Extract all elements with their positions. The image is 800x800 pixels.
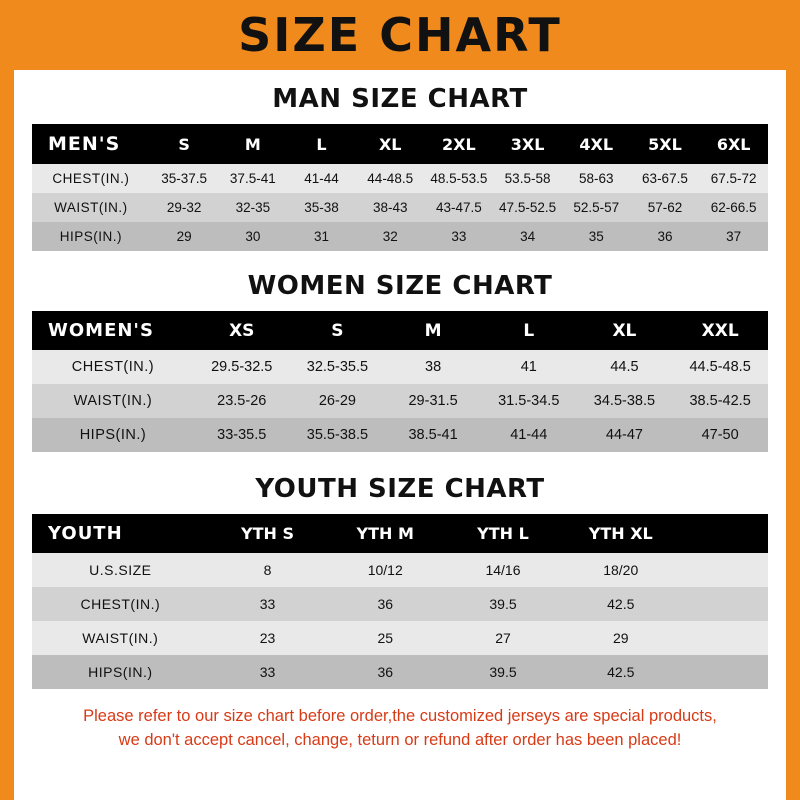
cell: 43-47.5 — [435, 200, 482, 215]
cell: 57-62 — [647, 200, 683, 215]
cell: 67.5-72 — [710, 171, 757, 186]
cell: 23 — [259, 630, 276, 646]
header-size: 3XL — [510, 134, 545, 154]
cell: 41 — [520, 359, 537, 375]
table-header-row — [32, 124, 768, 164]
row-label: HIPS(IN.) — [88, 664, 153, 680]
cell: 39.5 — [489, 664, 517, 680]
cell: 31 — [314, 229, 330, 244]
cell: 30 — [245, 229, 261, 244]
cell: 27 — [495, 630, 511, 646]
header-size: M — [424, 320, 442, 341]
table-row — [32, 193, 768, 222]
header-size: 5XL — [648, 134, 682, 154]
row-label: U.S.SIZE — [89, 562, 152, 578]
cell: 36 — [377, 596, 394, 612]
header-size: YTH S — [241, 524, 294, 543]
section-title-man: MAN SIZE CHART — [272, 84, 528, 114]
table-youth — [32, 514, 768, 689]
cell: 26-29 — [318, 393, 356, 409]
header-size: YTH XL — [588, 524, 653, 543]
chart-content — [14, 84, 786, 753]
cell: 25 — [377, 630, 394, 646]
cell: 35 — [588, 229, 604, 244]
section-title-women: WOMEN SIZE CHART — [247, 271, 553, 301]
cell: 34.5-38.5 — [593, 393, 656, 409]
cell: 34 — [520, 229, 536, 244]
cell: 33 — [259, 596, 276, 612]
cell: 58-63 — [579, 171, 614, 186]
section-title-youth: YOUTH SIZE CHART — [255, 474, 545, 504]
cell: 32 — [382, 229, 398, 244]
header-size: YTH L — [477, 524, 529, 543]
cell: 38.5-41 — [408, 427, 458, 443]
cell: 33-35.5 — [217, 427, 267, 443]
page-title: SIZE CHART — [238, 8, 562, 62]
header-size: 6XL — [716, 134, 751, 154]
cell: 42.5 — [607, 664, 635, 680]
header-size: L — [316, 134, 327, 154]
cell: 35-37.5 — [161, 171, 208, 186]
cell: 31.5-34.5 — [498, 393, 560, 409]
cell: 32-35 — [235, 200, 271, 215]
cell: 39.5 — [489, 596, 517, 612]
header-size: M — [244, 134, 261, 154]
table-row — [32, 164, 768, 193]
section-man — [32, 84, 768, 251]
header-size: XL — [378, 134, 402, 154]
header-size: 4XL — [579, 134, 614, 154]
row-label: CHEST(IN.) — [71, 359, 155, 375]
table-row — [32, 222, 768, 251]
cell: 10/12 — [367, 562, 403, 578]
cell: 38-43 — [372, 200, 408, 215]
cell: 36 — [657, 229, 673, 244]
header-size: L — [523, 320, 535, 341]
row-label: WAIST(IN.) — [82, 630, 159, 646]
table-man — [32, 124, 768, 251]
cell: 36 — [377, 664, 394, 680]
header-size: XL — [612, 320, 637, 341]
header-label: YOUTH — [48, 523, 123, 544]
row-label: CHEST(IN.) — [80, 596, 161, 612]
cell: 42.5 — [607, 596, 635, 612]
cell: 37 — [726, 229, 742, 244]
cell: 44.5-48.5 — [689, 359, 751, 375]
cell: 41-44 — [304, 171, 339, 186]
cell-spacer — [680, 621, 768, 655]
cell: 44-47 — [605, 427, 643, 443]
table-row — [32, 384, 768, 418]
cell: 44-48.5 — [367, 171, 414, 186]
table-row — [32, 553, 768, 587]
header-label: WOMEN'S — [48, 320, 154, 341]
cell: 29-31.5 — [408, 393, 458, 409]
row-label: HIPS(IN.) — [79, 427, 147, 443]
section-youth — [32, 474, 768, 689]
cell: 29 — [176, 229, 192, 244]
row-label: WAIST(IN.) — [54, 200, 128, 215]
table-row — [32, 418, 768, 452]
table-row — [32, 621, 768, 655]
header-size: XXL — [701, 320, 739, 341]
cell-spacer — [680, 553, 768, 587]
cell: 53.5-58 — [504, 171, 551, 186]
cell: 18/20 — [603, 562, 639, 578]
cell: 52.5-57 — [573, 200, 620, 215]
cell: 29.5-32.5 — [211, 359, 273, 375]
header-size: 2XL — [442, 134, 476, 154]
cell: 33 — [259, 664, 276, 680]
cell: 47-50 — [701, 427, 739, 443]
table-row — [32, 350, 768, 384]
row-label: HIPS(IN.) — [59, 229, 123, 244]
cell: 63-67.5 — [642, 171, 688, 186]
footer-note-line-1: Please refer to our size chart before order,the customized jerseys are special products, — [83, 707, 717, 725]
cell: 14/16 — [485, 562, 521, 578]
cell: 47.5-52.5 — [499, 200, 557, 215]
cell: 62-66.5 — [710, 200, 757, 215]
cell: 29 — [612, 630, 629, 646]
cell-spacer — [680, 587, 768, 621]
cell: 29-32 — [166, 200, 202, 215]
table-header-row — [32, 311, 768, 350]
cell: 23.5-26 — [217, 393, 267, 409]
header-size: S — [178, 134, 190, 154]
cell: 37.5-41 — [229, 171, 276, 186]
row-label: WAIST(IN.) — [73, 393, 153, 409]
header-size: XS — [229, 320, 255, 341]
cell: 32.5-35.5 — [306, 359, 369, 375]
header-spacer — [680, 514, 768, 553]
table-row — [32, 587, 768, 621]
cell-spacer — [680, 655, 768, 689]
cell: 48.5-53.5 — [430, 171, 488, 186]
header-size: S — [331, 320, 344, 341]
cell: 38 — [425, 359, 442, 375]
table-row — [32, 655, 768, 689]
cell: 35.5-38.5 — [306, 427, 369, 443]
cell: 44.5 — [610, 359, 639, 375]
footer-note-line-2: we don't accept cancel, change, teturn or refund after order has been placed! — [118, 730, 682, 749]
header-size: YTH M — [356, 524, 414, 543]
table-women — [32, 311, 768, 452]
cell: 41-44 — [510, 427, 548, 443]
header-label: MEN'S — [48, 133, 121, 155]
cell: 35-38 — [304, 200, 339, 215]
cell: 33 — [451, 229, 467, 244]
table-header-row — [32, 514, 768, 553]
section-women — [32, 271, 768, 452]
cell: 8 — [263, 562, 272, 578]
page-banner — [0, 0, 800, 70]
footer-note — [38, 705, 762, 753]
cell: 38.5-42.5 — [689, 393, 751, 409]
row-label: CHEST(IN.) — [52, 171, 130, 186]
